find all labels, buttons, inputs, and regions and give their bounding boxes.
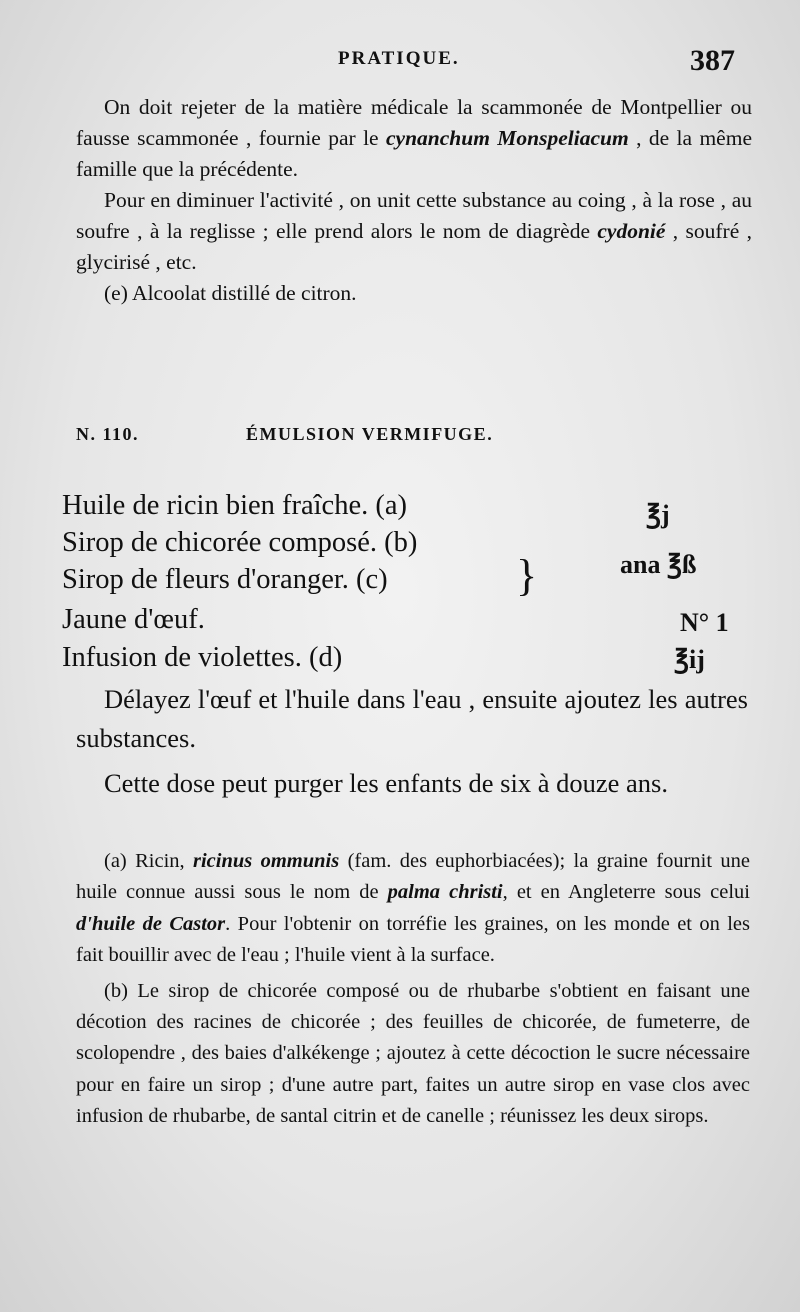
note-a-italic-3: d'huile de Castor <box>76 912 226 935</box>
intro-p1-start: On doit rejeter de la matière médicale la scammonée de Montpellier ou fausse scammonée , fournie par le <box>76 95 752 150</box>
page-header <box>0 44 800 84</box>
note-a-italic-1: ricinus ommunis <box>193 850 340 872</box>
footnote-a <box>76 846 750 972</box>
running-title: PRATIQUE. <box>338 48 460 69</box>
note-a-mid-1: (fam. des euphorbiacées); la graine fournit une huile connue aussi sous le nom de <box>76 850 750 904</box>
intro-p1-end: , de la même famille que la précédente. <box>76 126 752 181</box>
intro-p2-end: , soufré , glycirisé , etc. <box>76 219 752 274</box>
footnote-b: (b) Le sirop de chicorée composé ou de rhubarbe s'obtient en faisant une décotion des racines de chicorée ; des feuilles de chicorée, de fumeterre, de scolopendre , des baies d'alkékenge ; ajoutez à cette décoction le sucre nécessaire pour en faire un sirop ; d'une autre part, faites un autre sirop en vase clos avec infusion de rhubarbe, de santal citrin et de canelle ; réunissez les deux sirops. <box>76 979 750 1128</box>
ingredient-2: Sirop de chicorée composé. (b) <box>62 527 418 558</box>
ingredient-3: Sirop de fleurs d'oranger. (c) <box>62 564 388 595</box>
section-number: N. 110. <box>76 424 140 444</box>
intro-p2-italic: cydonié <box>597 219 666 243</box>
footnotes <box>76 846 750 1133</box>
intro-paragraph-1 <box>76 92 752 185</box>
instructions <box>76 680 748 803</box>
dose-ana: ana ℥ß <box>620 550 697 579</box>
brace-symbol: } <box>516 551 538 600</box>
ingredient-5: Infusion de violettes. (d) <box>62 642 343 673</box>
intro-p1-italic: cynanchum Monspeliacum <box>385 126 629 150</box>
note-a-start: (a) Ricin, <box>104 850 193 872</box>
dose-yolk: N° 1 <box>680 608 729 637</box>
ingredient-1: Huile de ricin bien fraîche. (a) <box>62 490 407 521</box>
instruction-paragraph-2: Cette dose peut purger les enfants de six à douze ans. <box>104 768 668 798</box>
intro-paragraph-3: (e) Alcoolat distillé de citron. <box>104 281 357 305</box>
note-a-mid-2: , et en Angleterre sous celui <box>502 881 751 904</box>
section-heading <box>76 424 752 452</box>
intro-text <box>76 92 752 309</box>
page-number: 387 <box>690 44 735 77</box>
dose-infusion: ℥ij <box>674 645 705 674</box>
intro-paragraph-2 <box>76 185 752 278</box>
ingredient-4: Jaune d'œuf. <box>62 604 205 635</box>
note-a-end: . Pour l'obtenir on torréfie les graines, on les monde et on les fait bouillir avec de l'eau ; l'huile vient à la surface. <box>76 912 751 967</box>
section-title: ÉMULSION VERMIFUGE. <box>246 424 494 444</box>
intro-p2-start: Pour en diminuer l'activité , on unit cette substance au coing , à la rose , au soufre , à la reglisse ; elle prend alors le nom de diagrède <box>76 188 752 243</box>
dose-castor-oil: ℥j <box>646 500 670 529</box>
note-a-italic-2: palma christi <box>387 881 503 904</box>
instruction-paragraph-1: Délayez l'œuf et l'huile dans l'eau , ensuite ajoutez les autres substances. <box>76 684 748 753</box>
